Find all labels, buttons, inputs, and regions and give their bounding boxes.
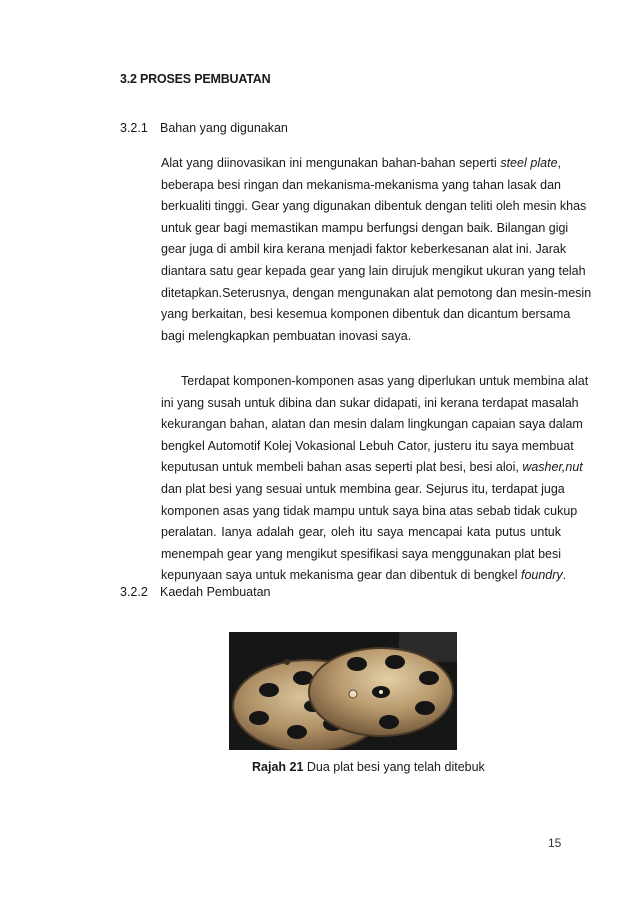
steel-plates-illustration: [229, 632, 457, 750]
italic-term: steel plate: [500, 156, 558, 170]
paragraph-line: [161, 239, 567, 261]
subsection-number: 3.2.1: [120, 121, 148, 135]
figure-steel-plates-photo: [229, 632, 457, 750]
paragraph-line: [161, 565, 567, 587]
subsection-heading-kaedah: [120, 585, 271, 599]
text-run: diantara satu gear kepada gear yang lain dirujuk mengikut ukuran yang telah: [161, 263, 586, 278]
text-run: peralatan. Ianya adalah gear, oleh itu saya mencapai kata putus untuk: [161, 525, 561, 540]
paragraph-line: [161, 326, 561, 348]
text-run: gear juga di ambil kira kerana menjadi faktor keberkesanan alat ini. Jarak: [161, 242, 567, 257]
page-number: 15: [548, 836, 562, 850]
subsection-title: Bahan yang digunakan: [160, 121, 288, 135]
paragraph-line: [161, 414, 583, 436]
text-run: kepunyaan saya untuk mekanisma gear dan dibentuk di bengkel: [161, 568, 521, 583]
section-heading: 3.2 PROSES PEMBUATAN: [120, 72, 271, 86]
figure-caption-text: Dua plat besi yang telah ditebuk: [303, 760, 485, 774]
paragraph-line: [161, 304, 571, 326]
paragraph-line: [161, 371, 589, 393]
text-run: ,: [557, 156, 562, 170]
paragraph-line: [161, 479, 565, 501]
subsection-title: Kaedah Pembuatan: [160, 585, 271, 599]
text-run: bagi melengkapkan pembuatan inovasi saya.: [161, 328, 412, 343]
text-run: untuk gear bagi memastikan mampu berfungsi dengan baik. Bilangan gigi: [161, 220, 569, 235]
paragraph-line: [161, 153, 561, 175]
paragraph-line: [161, 457, 583, 479]
paragraph-line: [161, 196, 587, 218]
text-run: berkualiti tinggi. Gear yang digunakan dibentuk dengan teliti oleh mesin khas: [161, 199, 587, 214]
text-run: Terdapat komponen-komponen asas yang diperlukan untuk membina alat: [181, 374, 589, 388]
text-run: bengkel Automotif Kolej Vokasional Lebuh Cator, justeru itu saya membuat: [161, 438, 574, 453]
paragraph-line: [161, 393, 579, 415]
figure-caption: [252, 760, 485, 774]
paragraph-bahan: [161, 153, 592, 347]
subsection-heading-bahan: [120, 121, 288, 135]
text-run: ini yang susah untuk dibina dan sukar didapati, ini kerana terdapat masalah: [161, 395, 579, 410]
paragraph-line: [161, 544, 561, 566]
text-run: dan plat besi yang sesuai untuk membina gear. Sejurus itu, terdapat juga: [161, 481, 565, 496]
text-run: ditetapkan.Seterusnya, dengan mengunakan alat pemotong dan mesin-mesin: [161, 285, 592, 300]
figure-caption-label: Rajah 21: [252, 760, 304, 774]
paragraph-line: [161, 501, 578, 523]
text-run: keputusan untuk membeli bahan asas seperti plat besi, besi aloi,: [161, 460, 523, 475]
paragraph-komponen: [161, 371, 589, 587]
text-run: komponen asas yang tidak mampu untuk saya bina atas sebab tidak cukup: [161, 503, 578, 518]
paragraph-line: [161, 436, 574, 458]
italic-term: foundry: [520, 568, 563, 583]
text-run: .: [562, 568, 567, 583]
paragraph-line: [161, 283, 592, 305]
paragraph-line: [161, 261, 586, 283]
text-run: Alat yang diinovasikan ini mengunakan bahan-bahan seperti: [161, 156, 501, 170]
paragraph-line: [161, 218, 569, 240]
paragraph-line: [161, 522, 561, 544]
paragraph-line: [161, 175, 561, 197]
text-run: kekurangan bahan, alatan dan mesin dalam lingkungan capaian saya dalam: [161, 417, 583, 432]
italic-term: washer,nut: [522, 460, 583, 475]
subsection-number: 3.2.2: [120, 585, 148, 599]
text-run: yang berkaitan, besi kesemua komponen dibentuk dan dicantum bersama: [161, 307, 571, 322]
text-run: menempah gear yang mengikut spesifikasi saya menggunakan plat besi: [161, 546, 561, 561]
text-run: beberapa besi ringan dan mekanisma-mekanisma yang tahan lasak dan: [161, 177, 561, 192]
